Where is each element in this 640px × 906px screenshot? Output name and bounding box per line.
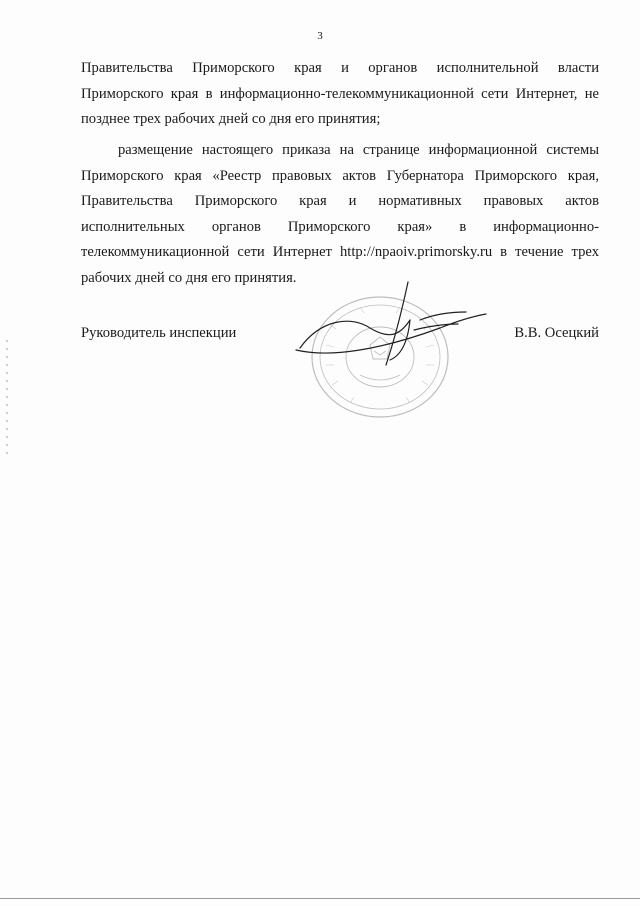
scan-edge-marks — [6, 340, 8, 460]
paragraph-1-line-3: позднее трех рабочих дней со дня его принятия; — [81, 111, 381, 127]
page-bottom-edge — [0, 898, 640, 899]
paragraph-2-line-6: рабочих дней со дня его принятия. — [81, 269, 297, 286]
paragraph-2-line-2: Приморского края «Реестр правовых актов Губернатора Приморского края, — [81, 167, 599, 184]
paragraph-2-line-5: телекоммуникационной сети Интернет http://npaoiv.primorsky.ru в течение трех — [81, 244, 599, 260]
paragraph-2-line-3: Правительства Приморского края и нормативных правовых актов — [81, 193, 599, 209]
page-number: 3 — [317, 30, 323, 42]
paragraph-1-line-1: Правительства Приморского края и органов исполнительной власти — [81, 60, 599, 76]
signatory-title: Руководитель инспекции — [81, 325, 237, 341]
paragraph-1 — [81, 56, 599, 133]
signatory-name: В.В. Осецкий — [514, 325, 599, 341]
paragraph-2-line-1: размещение настоящего приказа на странице информационной системы — [118, 142, 599, 158]
handwritten-signature-icon — [290, 280, 490, 380]
paragraph-1-line-2: Приморского края в информационно-телекоммуникационной сети Интернет, не — [81, 85, 599, 102]
paragraph-2 — [81, 138, 599, 291]
paragraph-2-line-4: исполнительных органов Приморского края» в информационно- — [81, 218, 599, 235]
